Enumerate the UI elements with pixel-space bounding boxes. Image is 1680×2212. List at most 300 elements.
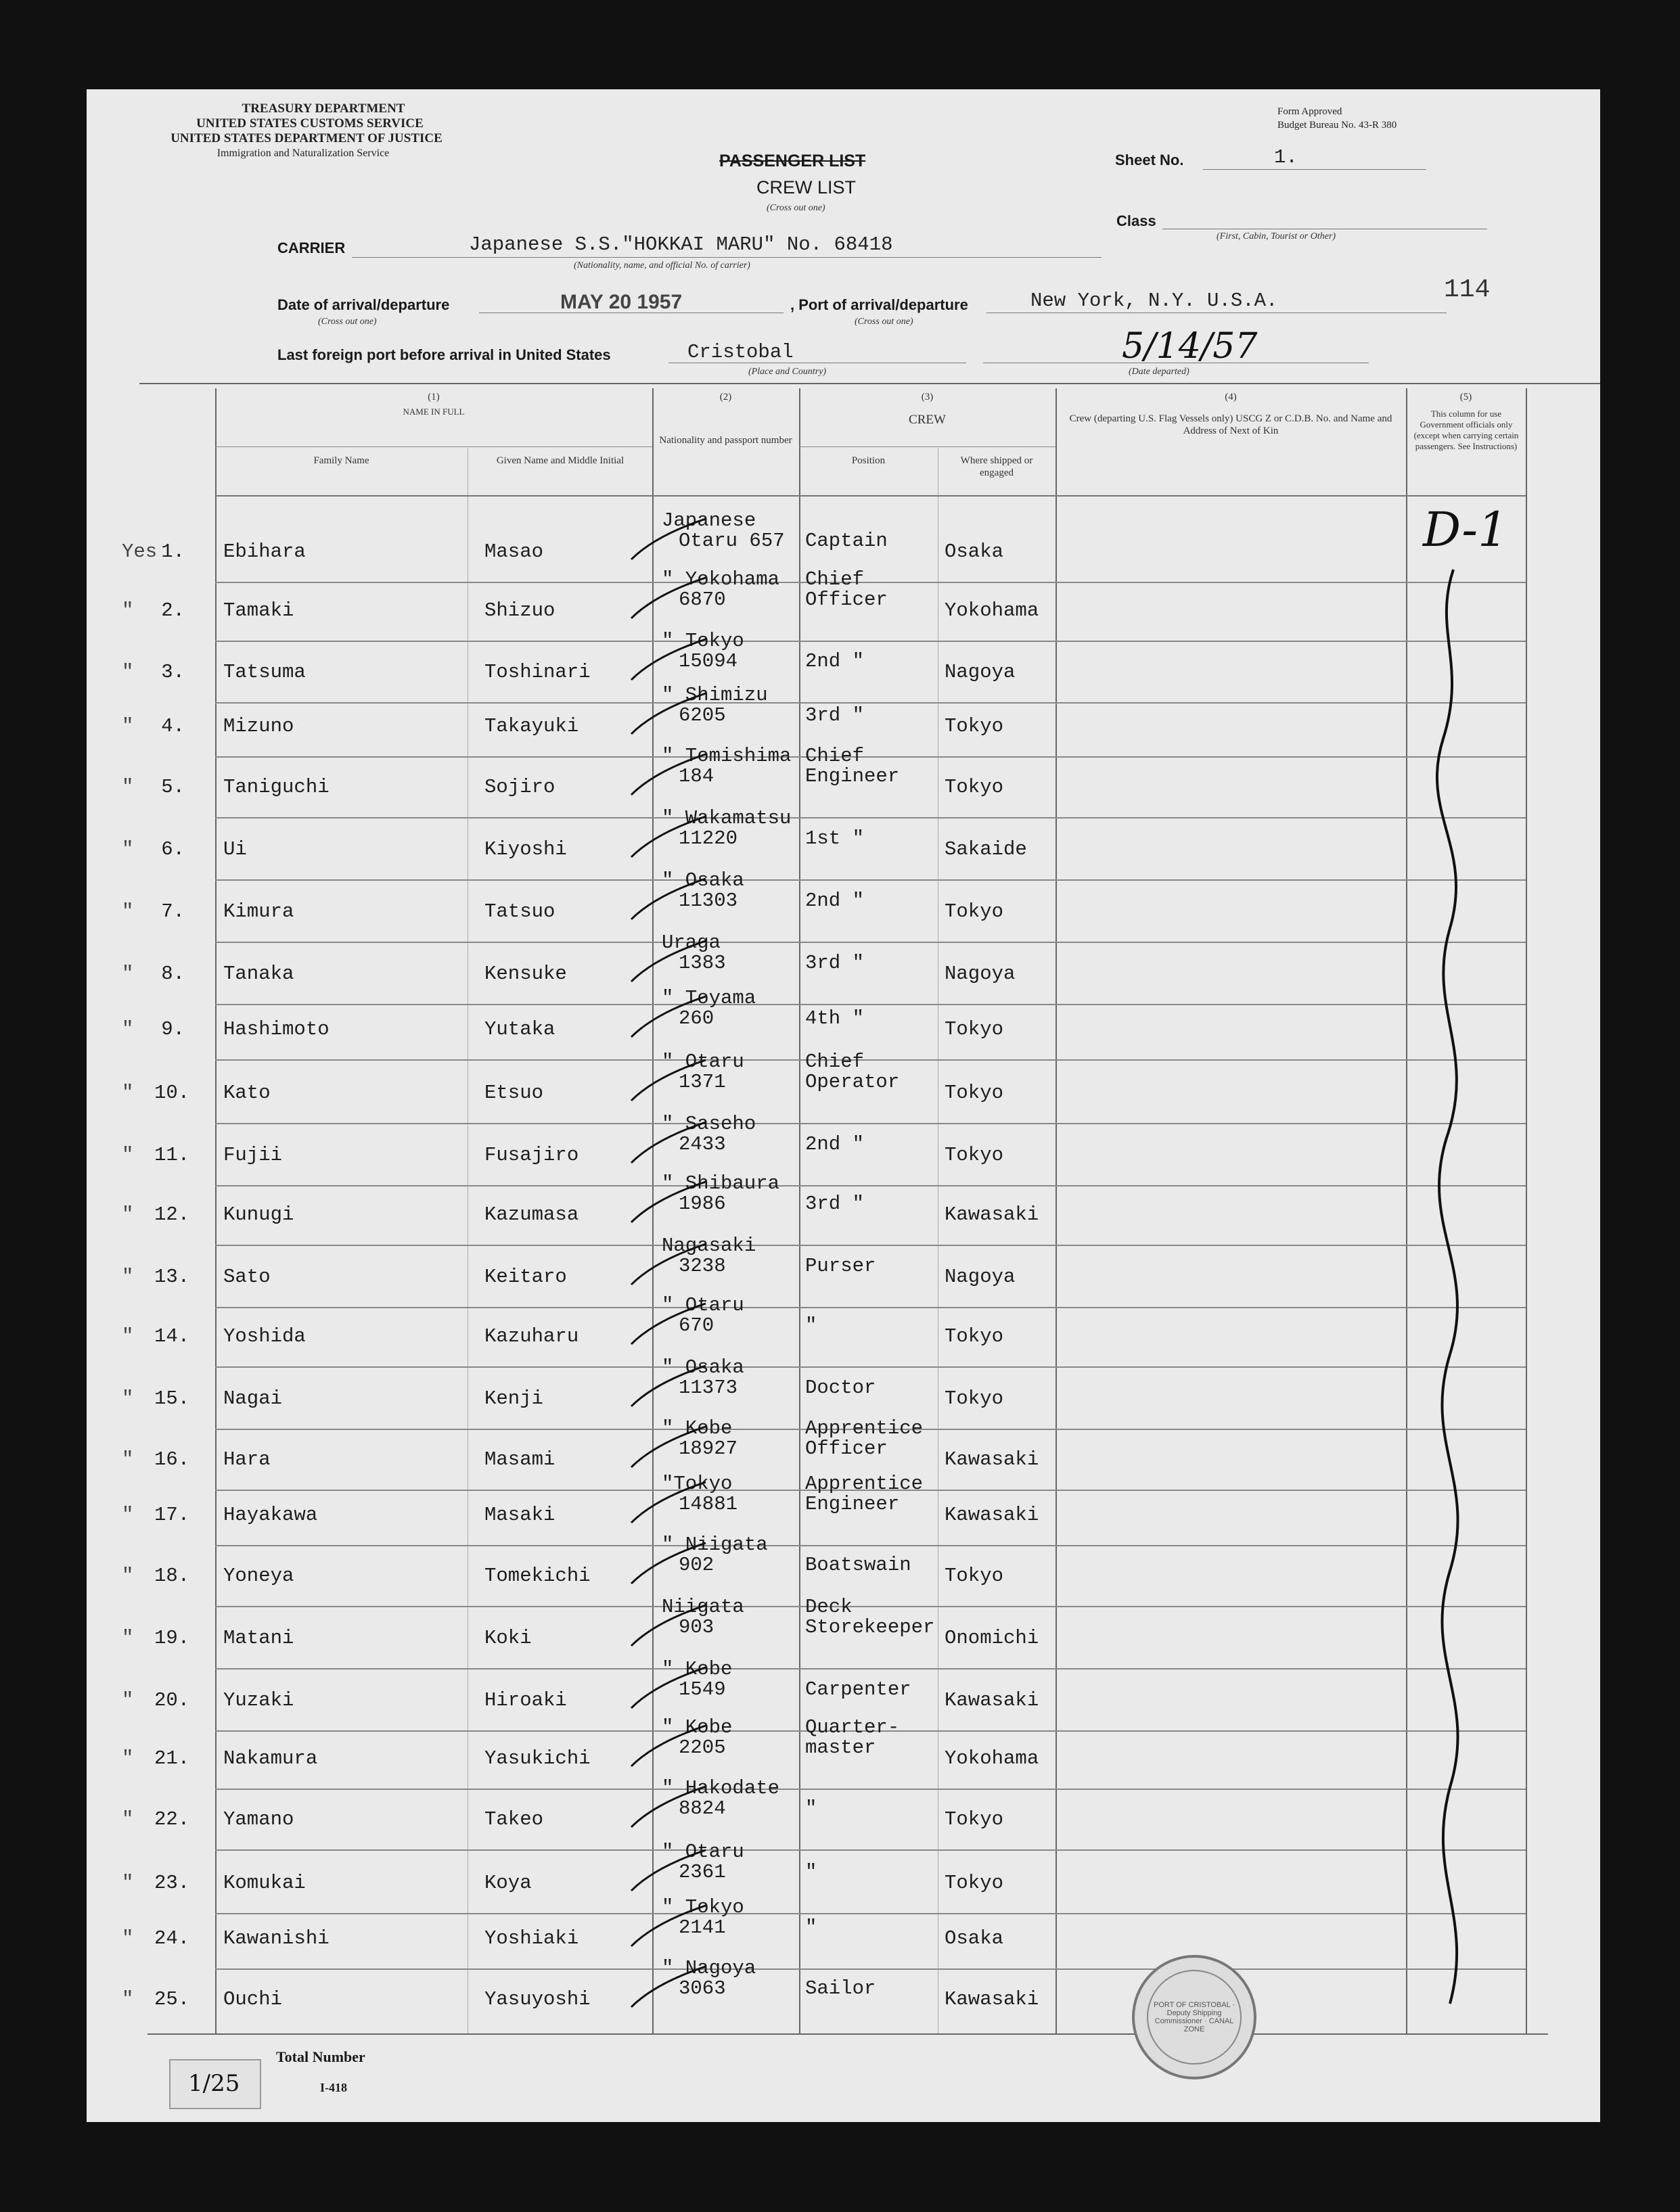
- nationality-line-1: " Tokyo: [662, 1896, 744, 1918]
- nationality-line-1: " Wakamatsu: [662, 807, 792, 829]
- check-mark: [628, 1241, 709, 1288]
- check-mark: [628, 875, 709, 923]
- given-name: Kazuharu: [484, 1325, 579, 1347]
- row-number: 16.: [154, 1448, 190, 1471]
- nationality-line-2: 1549: [679, 1678, 726, 1701]
- official-stamp: [1132, 1955, 1256, 2079]
- family-name: Mizuno: [223, 715, 294, 737]
- row-divider: [215, 1123, 1526, 1124]
- col2-number: (2): [719, 392, 732, 402]
- given-name-header: Given Name and Middle Initial: [496, 455, 625, 466]
- nationality-line-1: " Shibaura: [662, 1172, 780, 1195]
- nationality-line-1: "Tokyo: [662, 1473, 733, 1495]
- port-hint: (Cross out one): [855, 317, 913, 327]
- class-hint: (First, Cabin, Tourist or Other): [1217, 231, 1336, 241]
- position-line-2: 3rd ": [805, 1193, 865, 1215]
- nationality-line-2: 670: [679, 1314, 714, 1337]
- check-mark: [628, 938, 709, 985]
- check-mark: [628, 636, 709, 683]
- row-number: 14.: [154, 1325, 190, 1347]
- nationality-line-1: " Saseho: [662, 1113, 756, 1135]
- given-name: Kenji: [484, 1387, 544, 1410]
- position-line-2: Engineer: [805, 765, 900, 787]
- family-name: Kimura: [223, 900, 294, 923]
- row-number: 21.: [154, 1747, 190, 1770]
- family-name: Hashimoto: [223, 1018, 330, 1040]
- where-shipped: Tokyo: [945, 1872, 1004, 1894]
- table-row: [87, 1113, 1600, 1186]
- position-line-2: 4th ": [805, 1007, 865, 1030]
- table-row: [87, 1596, 1600, 1669]
- row-number: 11.: [154, 1144, 190, 1166]
- check-mark: [628, 1300, 709, 1347]
- table-row: [87, 1473, 1600, 1546]
- nationality-line-1: Niigata: [662, 1596, 744, 1618]
- row-mark: ": [122, 1872, 134, 1894]
- given-name: Kiyoshi: [484, 838, 567, 860]
- name-in-full-header: NAME IN FULL: [403, 407, 465, 417]
- last-port-value: Cristobal: [687, 341, 794, 363]
- port-label: , Port of arrival/departure: [790, 296, 968, 313]
- nationality-line-2: 2361: [679, 1861, 726, 1883]
- where-shipped: Nagoya: [945, 1266, 1016, 1288]
- family-name: Yoneya: [223, 1565, 294, 1587]
- row-number: 18.: [154, 1565, 190, 1587]
- port-value: New York, N.Y. U.S.A.: [1030, 290, 1278, 312]
- nationality-line-2: 2433: [679, 1133, 726, 1155]
- nationality-line-2: 11220: [679, 827, 738, 850]
- row-mark: ": [122, 1565, 134, 1587]
- form-number: I-418: [320, 2081, 347, 2094]
- check-mark: [628, 1602, 709, 1649]
- row-mark: ": [122, 1927, 134, 1950]
- position-line-1: Deck: [805, 1596, 853, 1618]
- nationality-line-1: Nagasaki: [662, 1235, 756, 1257]
- total-label: Total Number: [276, 2048, 365, 2065]
- position-line-2: Officer: [805, 589, 888, 611]
- check-mark: [628, 1057, 709, 1104]
- nationality-line-1: " Tokyo: [662, 630, 744, 652]
- family-name: Tanaka: [223, 963, 294, 985]
- where-shipped: Osaka: [945, 540, 1004, 563]
- where-shipped: Onomichi: [945, 1627, 1039, 1649]
- stamp-text: PORT OF CRISTOBAL · Deputy Shipping Commissioner · CANAL ZONE: [1147, 1970, 1242, 2065]
- table-row: [87, 1716, 1600, 1790]
- position-line-2: ": [805, 1861, 817, 1883]
- row-number: 6.: [161, 838, 185, 860]
- given-name: Kazumasa: [484, 1203, 579, 1226]
- carrier-label: CARRIER: [277, 239, 346, 256]
- row-number: 4.: [161, 715, 185, 737]
- row-mark: ": [122, 1325, 134, 1347]
- nationality-line-1: " Tomishima: [662, 745, 792, 767]
- position-line-2: ": [805, 1916, 817, 1939]
- check-mark: [628, 1722, 709, 1770]
- row-number: 17.: [154, 1504, 190, 1526]
- given-name: Hiroaki: [484, 1689, 567, 1711]
- row-number: 13.: [154, 1266, 190, 1288]
- row-divider: [215, 1606, 1526, 1607]
- date-label: Date of arrival/departure: [277, 296, 450, 313]
- position-line-2: 2nd ": [805, 1133, 865, 1155]
- table-row: [87, 1051, 1600, 1124]
- given-name: Takayuki: [484, 715, 579, 737]
- nationality-line-1: Japanese: [662, 509, 756, 532]
- position-line-2: 3rd ": [805, 952, 865, 974]
- check-mark: [628, 1423, 709, 1471]
- where-shipped: Yokohama: [945, 1747, 1039, 1770]
- position-line-1: Apprentice: [805, 1417, 924, 1439]
- check-mark: [628, 690, 709, 737]
- given-name: Masaki: [484, 1504, 555, 1526]
- position-line-2: Boatswain: [805, 1554, 911, 1576]
- row-number: 3.: [161, 661, 185, 683]
- position-line-2: 3rd ": [805, 704, 865, 727]
- nationality-line-2: 11303: [679, 890, 738, 912]
- where-shipped: Tokyo: [945, 715, 1004, 737]
- class-label: Class: [1116, 212, 1156, 229]
- date-departed: 5/14/57: [1122, 326, 1258, 367]
- given-name: Toshinari: [484, 661, 591, 683]
- family-name: Nakamura: [223, 1747, 318, 1770]
- where-shipped: Kawasaki: [945, 1988, 1039, 2010]
- nationality-line-1: " Yokohama: [662, 568, 780, 591]
- row-mark: ": [122, 1689, 134, 1711]
- position-line-2: Sailor: [805, 1977, 876, 2000]
- row-number: 8.: [161, 963, 185, 985]
- given-name: Masao: [484, 540, 544, 563]
- nationality-line-1: " Osaka: [662, 1356, 744, 1379]
- nationality-line-2: 2141: [679, 1916, 726, 1939]
- nationality-line-1: " Kobe: [662, 1417, 733, 1439]
- family-name: Yamano: [223, 1808, 294, 1830]
- crew-list-title: CREW LIST: [756, 177, 857, 198]
- check-mark: [628, 1963, 709, 2010]
- crew-list-document: [87, 89, 1600, 2122]
- last-port-hint: (Place and Country): [748, 367, 827, 377]
- row-mark: ": [122, 1387, 134, 1410]
- where-shipped: Kawasaki: [945, 1203, 1039, 1226]
- row-divider: [215, 817, 1526, 819]
- crew-departing-header: Crew (departing U.S. Flag Vessels only) USCG Z or C.D.B. No. and Name and Address of Next of Kin: [1069, 413, 1392, 436]
- nationality-line-2: 18927: [679, 1437, 738, 1460]
- check-mark: [628, 993, 709, 1040]
- family-name: Kawanishi: [223, 1927, 330, 1950]
- row-mark: ": [122, 1266, 134, 1288]
- check-mark: [628, 1119, 709, 1166]
- row-divider: [215, 942, 1526, 943]
- check-mark: [628, 1479, 709, 1526]
- nationality-line-1: " Nagoya: [662, 1957, 756, 1979]
- given-name: Masami: [484, 1448, 555, 1471]
- position-line-2: Officer: [805, 1437, 888, 1460]
- nationality-line-1: " Osaka: [662, 869, 744, 892]
- row-mark: ": [122, 1627, 134, 1649]
- family-name: Hayakawa: [223, 1504, 318, 1526]
- table-row: [87, 931, 1600, 1005]
- family-name: Yuzaki: [223, 1689, 294, 1711]
- position-line-2: Doctor: [805, 1377, 876, 1399]
- row-number: 22.: [154, 1808, 190, 1830]
- position-line-2: 2nd ": [805, 650, 865, 672]
- nationality-line-1: " Hakodate: [662, 1777, 780, 1799]
- col5-number: (5): [1459, 392, 1472, 402]
- sheet-value: 1.: [1274, 146, 1298, 168]
- nationality-line-2: 1986: [679, 1193, 726, 1215]
- form-approved: Form Approved: [1277, 106, 1342, 117]
- carrier-hint: (Nationality, name, and official No. of carrier): [574, 260, 750, 271]
- nationality-line-1: " Otaru: [662, 1841, 744, 1863]
- sheet-label: Sheet No.: [1115, 152, 1184, 168]
- row-number: 5.: [161, 776, 185, 798]
- nationality-line-2: 1383: [679, 952, 726, 974]
- nationality-line-1: " Kobe: [662, 1716, 733, 1738]
- carrier-value: Japanese S.S."HOKKAI MARU" No. 68418: [469, 233, 893, 256]
- position-line-1: Chief: [805, 568, 865, 591]
- given-name: Tomekichi: [484, 1565, 591, 1587]
- where-shipped: Kawasaki: [945, 1448, 1039, 1471]
- row-mark: ": [122, 1203, 134, 1226]
- nationality-line-2: 902: [679, 1554, 714, 1576]
- given-name: Tatsuo: [484, 900, 555, 923]
- row-mark: Yes: [122, 540, 158, 563]
- dept-line-1: TREASURY DEPARTMENT: [242, 101, 405, 116]
- total-box: [169, 2059, 261, 2109]
- nationality-line-2: 903: [679, 1616, 714, 1638]
- col5-annotation: D-1: [1423, 502, 1508, 557]
- table-row: [87, 1841, 1600, 1914]
- position-line-2: Captain: [805, 530, 888, 552]
- row-divider: [215, 641, 1526, 642]
- family-name: Sato: [223, 1266, 271, 1288]
- row-number: 24.: [154, 1927, 190, 1950]
- col4-number: (4): [1225, 392, 1237, 402]
- date-stamp: MAY 20 1957: [560, 291, 683, 313]
- row-divider: [215, 1059, 1526, 1061]
- given-name: Koki: [484, 1627, 532, 1649]
- row-mark: ": [122, 1504, 134, 1526]
- family-name: Kato: [223, 1082, 271, 1104]
- table-row: [87, 1957, 1600, 2031]
- check-mark: [628, 1178, 709, 1226]
- table-row: [87, 568, 1600, 642]
- check-mark: [628, 515, 709, 563]
- position-line-2: Storekeeper: [805, 1616, 935, 1638]
- dept-line-4: Immigration and Naturalization Service: [217, 147, 390, 159]
- nationality-line-2: 6205: [679, 704, 726, 727]
- nationality-line-1: " Kobe: [662, 1658, 733, 1680]
- family-name: Komukai: [223, 1872, 306, 1894]
- family-name: Tatsuma: [223, 661, 306, 683]
- position-line-2: ": [805, 1314, 817, 1337]
- table-row: [87, 1896, 1600, 1970]
- nationality-line-2: 3238: [679, 1255, 726, 1277]
- position-line-2: Purser: [805, 1255, 876, 1277]
- nationality-line-2: 8824: [679, 1797, 726, 1820]
- row-number: 20.: [154, 1689, 190, 1711]
- row-number: 12.: [154, 1203, 190, 1226]
- where-shipped: Tokyo: [945, 1808, 1004, 1830]
- nationality-line-2: 3063: [679, 1977, 726, 2000]
- family-name: Ouchi: [223, 1988, 283, 2010]
- where-shipped: Tokyo: [945, 1082, 1004, 1104]
- table-row: [87, 1172, 1600, 1246]
- nationality-line-2: 11373: [679, 1377, 738, 1399]
- row-number: 7.: [161, 900, 185, 923]
- family-name: Ui: [223, 838, 247, 860]
- nationality-line-1: " Niigata: [662, 1534, 768, 1556]
- where-shipped: Tokyo: [945, 776, 1004, 798]
- position-line-2: 2nd ": [805, 890, 865, 912]
- budget-bureau: Budget Bureau No. 43-R 380: [1277, 120, 1397, 131]
- check-mark: [628, 1362, 709, 1410]
- where-shipped-header: Where shipped or engaged: [960, 455, 1033, 478]
- row-number: 25.: [154, 1988, 190, 2010]
- where-shipped: Kawasaki: [945, 1689, 1039, 1711]
- given-name: Etsuo: [484, 1082, 544, 1104]
- where-shipped: Kawasaki: [945, 1504, 1039, 1526]
- nationality-line-1: " Toyama: [662, 987, 756, 1009]
- nationality-line-2: 184: [679, 765, 714, 787]
- total-value: 1/25: [188, 2070, 240, 2097]
- position-line-2: ": [805, 1797, 817, 1820]
- check-mark: [628, 1540, 709, 1587]
- nationality-line-2: 15094: [679, 650, 738, 672]
- where-shipped: Tokyo: [945, 1387, 1004, 1410]
- row-number: 10.: [154, 1082, 190, 1104]
- check-mark: [628, 813, 709, 860]
- column-squiggle-mark: [1413, 563, 1494, 2037]
- check-mark: [628, 1783, 709, 1830]
- date-departed-hint: (Date departed): [1129, 367, 1189, 377]
- date-hint: (Cross out one): [318, 317, 377, 327]
- row-mark: ": [122, 900, 134, 923]
- position-line-2: Engineer: [805, 1493, 900, 1515]
- col1-number: (1): [428, 392, 440, 402]
- row-mark: ": [122, 715, 134, 737]
- title-hint: (Cross out one): [767, 203, 825, 213]
- where-shipped: Tokyo: [945, 900, 1004, 923]
- table-row: [87, 807, 1600, 881]
- row-mark: ": [122, 599, 134, 622]
- given-name: Fusajiro: [484, 1144, 579, 1166]
- family-name-header: Family Name: [313, 455, 369, 466]
- row-number: 15.: [154, 1387, 190, 1410]
- given-name: Kensuke: [484, 963, 567, 985]
- row-number: 23.: [154, 1872, 190, 1894]
- position-line-1: Quarter-: [805, 1716, 900, 1738]
- position-line-1: Chief: [805, 1051, 865, 1073]
- row-divider: [215, 1245, 1526, 1246]
- position-line-1: Chief: [805, 745, 865, 767]
- where-shipped: Nagoya: [945, 963, 1016, 985]
- nationality-header: Nationality and passport number: [659, 435, 792, 446]
- nationality-line-2: Otaru 657: [679, 530, 785, 552]
- where-shipped: Tokyo: [945, 1325, 1004, 1347]
- check-mark: [628, 574, 709, 622]
- last-port-label: Last foreign port before arrival in United States: [277, 346, 611, 363]
- table-row: [87, 1294, 1600, 1368]
- nationality-line-1: " Otaru: [662, 1051, 744, 1073]
- where-shipped: Yokohama: [945, 599, 1039, 622]
- table-row: [87, 630, 1600, 704]
- given-name: Yoshiaki: [484, 1927, 579, 1950]
- row-divider: [215, 879, 1526, 881]
- nationality-line-2: 1371: [679, 1071, 726, 1093]
- where-shipped: Sakaide: [945, 838, 1027, 860]
- where-shipped: Tokyo: [945, 1144, 1004, 1166]
- position-line-2: Operator: [805, 1071, 900, 1093]
- where-shipped: Tokyo: [945, 1018, 1004, 1040]
- nationality-line-2: 14881: [679, 1493, 738, 1515]
- nationality-line-2: 260: [679, 1007, 714, 1030]
- nationality-line-1: " Shimizu: [662, 684, 768, 706]
- given-name: Takeo: [484, 1808, 544, 1830]
- position-header: Position: [851, 455, 886, 466]
- row-mark: ": [122, 1808, 134, 1830]
- row-mark: ": [122, 1747, 134, 1770]
- given-name: Sojiro: [484, 776, 555, 798]
- table-row: [87, 1235, 1600, 1308]
- given-name: Shizuo: [484, 599, 555, 622]
- where-shipped: Nagoya: [945, 661, 1016, 683]
- row-mark: ": [122, 1082, 134, 1104]
- family-name: Tamaki: [223, 599, 294, 622]
- row-number: 1.: [161, 540, 185, 563]
- check-mark: [628, 1847, 709, 1894]
- row-number: 9.: [161, 1018, 185, 1040]
- given-name: Koya: [484, 1872, 532, 1894]
- row-mark: ": [122, 1018, 134, 1040]
- check-mark: [628, 751, 709, 798]
- table-row: [87, 745, 1600, 819]
- row-mark: ": [122, 661, 134, 683]
- dept-line-3: UNITED STATES DEPARTMENT OF JUSTICE: [171, 131, 442, 145]
- row-mark: ": [122, 776, 134, 798]
- given-name: Yutaka: [484, 1018, 555, 1040]
- given-name: Yasukichi: [484, 1747, 591, 1770]
- row-divider: [215, 1668, 1526, 1669]
- col5-note: This column for use Government officials only (except when carrying certain passengers. See Instructions): [1413, 409, 1519, 451]
- row-divider: [215, 1849, 1526, 1851]
- where-shipped: Tokyo: [945, 1565, 1004, 1587]
- table-row: [87, 869, 1600, 943]
- row-mark: ": [122, 1448, 134, 1471]
- given-name: Keitaro: [484, 1266, 567, 1288]
- family-name: Nagai: [223, 1387, 283, 1410]
- row-mark: ": [122, 963, 134, 985]
- row-number: 19.: [154, 1627, 190, 1649]
- nationality-line-2: 6870: [679, 589, 726, 611]
- position-line-2: master: [805, 1736, 876, 1759]
- row-mark: ": [122, 1144, 134, 1166]
- given-name: Yasuyoshi: [484, 1988, 591, 2010]
- family-name: Matani: [223, 1627, 294, 1649]
- position-line-1: Apprentice: [805, 1473, 924, 1495]
- where-shipped: Osaka: [945, 1927, 1004, 1950]
- family-name: Yoshida: [223, 1325, 306, 1347]
- nationality-line-1: " Otaru: [662, 1294, 744, 1316]
- page-number: 114: [1444, 275, 1491, 304]
- nationality-line-2: 2205: [679, 1736, 726, 1759]
- row-mark: ": [122, 838, 134, 860]
- nationality-line-1: Uraga: [662, 931, 721, 954]
- row-mark: ": [122, 1988, 134, 2010]
- row-divider: [215, 1366, 1526, 1368]
- dept-line-2: UNITED STATES CUSTOMS SERVICE: [196, 116, 424, 131]
- family-name: Kunugi: [223, 1203, 294, 1226]
- col3-number: (3): [921, 392, 934, 402]
